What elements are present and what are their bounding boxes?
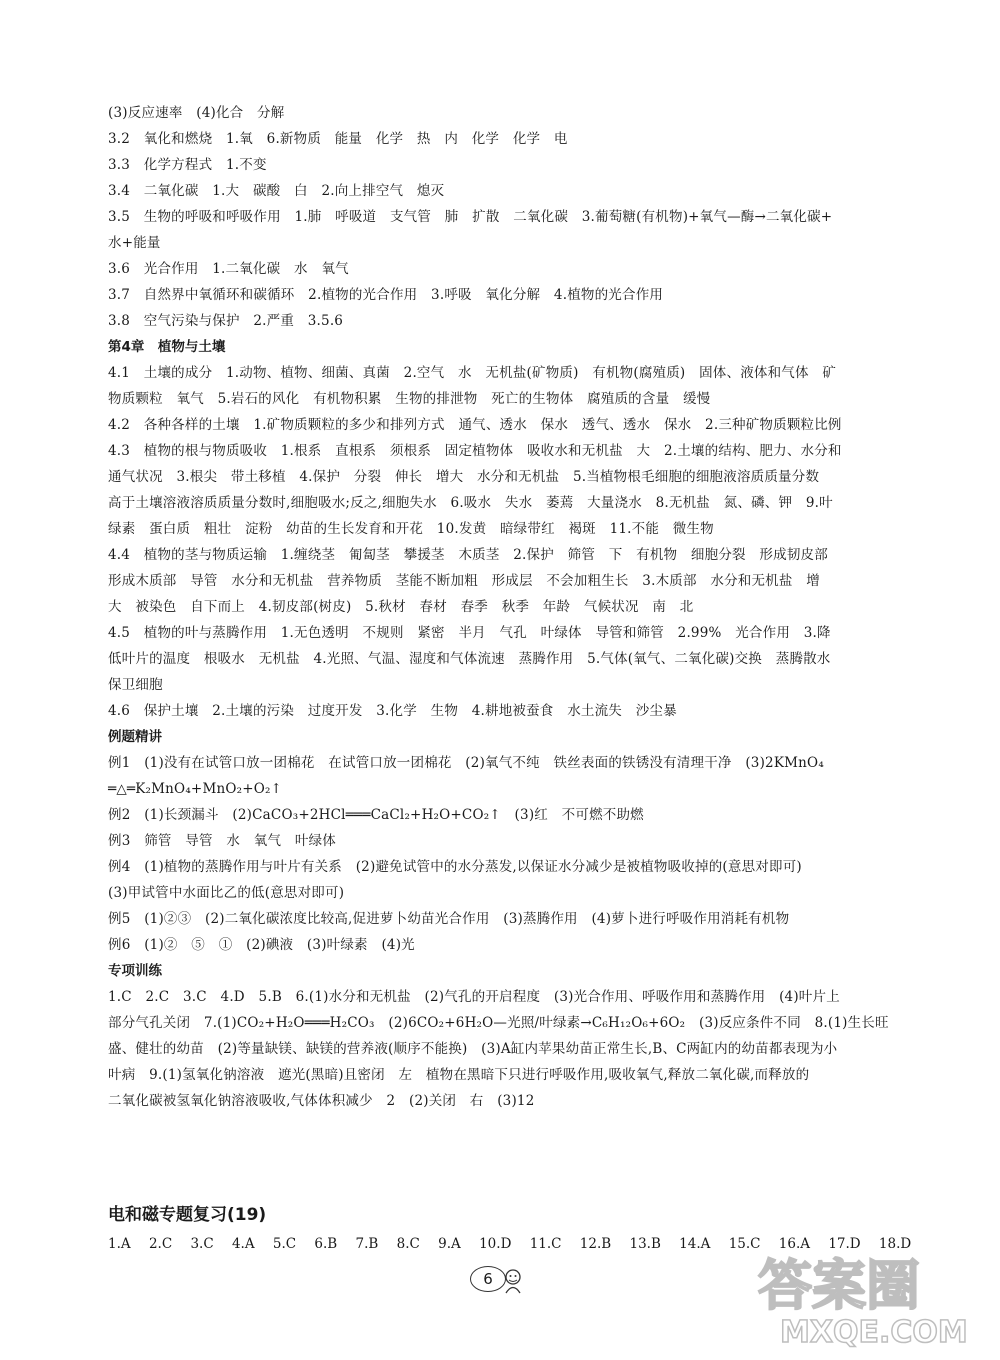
text-line: 二氧化碳被氢氧化钠溶液吸收,气体体积减少 2 (2)关闭 右 (3)12 <box>108 1093 535 1109</box>
answer-item: 2.C <box>148 1236 173 1252</box>
answer-item: 12.B <box>579 1236 612 1252</box>
page-number: 6 <box>470 1266 506 1292</box>
text-line: 1.C 2.C 3.C 4.D 5.B 6.(1)水分和无机盐 (2)气孔的开启程度 (3)光合作用、呼吸作用和蒸腾作用 (4)叶片上 <box>108 989 840 1005</box>
text-line: 高于土壤溶液溶质质量分数时,细胞吸水;反之,细胞失水 6.吸水 失水 萎蔫 大量浇水 8.无机盐 氮、磷、钾 9.叶 <box>108 495 833 511</box>
text-line: 4.2 各种各样的土壤 1.矿物质颗粒的多少和排列方式 通气、透水 保水 透气、透水 保水 2.三种矿物质颗粒比例 <box>108 417 842 433</box>
section-title: 电和磁专题复习(19) <box>108 1205 267 1225</box>
mascot-icon <box>500 1268 526 1294</box>
text-line: 低叶片的温度 根吸水 无机盐 4.光照、气温、湿度和气体流速 蒸腾作用 5.气体(氧气、二氧化碳)交换 蒸腾散水 <box>108 651 831 667</box>
text-line: 3.7 自然界中氧循环和碳循环 2.植物的光合作用 3.呼吸 氧化分解 4.植物的光合作用 <box>108 287 664 303</box>
answer-item: 5.C <box>272 1236 297 1252</box>
text-line: 4.5 植物的叶与蒸腾作用 1.无色透明 不规则 紧密 半月 气孔 叶绿体 导管和筛管 2.99% 光合作用 3.降 <box>108 625 831 641</box>
answer-item: 7.B <box>355 1236 379 1252</box>
text-line: 例6 (1)② ⑤ ① (2)碘液 (3)叶绿素 (4)光 <box>108 937 415 953</box>
text-line: 3.8 空气污染与保护 2.严重 3.5.6 <box>108 313 344 329</box>
text-line: 物质颗粒 氧气 5.岩石的风化 有机物积累 生物的排泄物 死亡的生物体 腐殖质的含量 缓慢 <box>108 391 711 407</box>
text-line: 3.3 化学方程式 1.不变 <box>108 157 267 173</box>
answer-item: 13.B <box>629 1236 661 1252</box>
text-line: ═△═K₂MnO₄+MnO₂+O₂↑ <box>108 781 283 797</box>
text-line: 3.4 二氧化碳 1.大 碳酸 白 2.向上排空气 熄灭 <box>108 183 445 199</box>
text-line: (3)甲试管中水面比乙的低(意思对即可) <box>108 885 345 901</box>
text-line: 部分气孔关闭 7.(1)CO₂+H₂O═══H₂CO₃ (2)6CO₂+6H₂O—光照/叶绿素→C₆H₁₂O₆+6O₂ (3)反应条件不同 8.(1)生长旺 <box>108 1015 889 1031</box>
answer-item: 11.C <box>529 1236 562 1252</box>
text-line: 4.1 土壤的成分 1.动物、植物、细菌、真菌 2.空气 水 无机盐(矿物质) 有机物(腐殖质) 固体、液体和气体 矿 <box>108 365 837 381</box>
page-number-badge <box>470 1262 530 1296</box>
text-line: 通气状况 3.根尖 带土移植 4.保护 分裂 伸长 增大 水分和无机盐 5.当植物根毛细胞的细胞液溶质质量分数 <box>108 469 820 485</box>
text-line: 例1 (1)没有在试管口放一团棉花 在试管口放一团棉花 (2)氧气不纯 铁丝表面的铁锈没有清理干净 (3)2KMnO₄ <box>108 755 824 771</box>
answer-item: 15.C <box>728 1236 761 1252</box>
answer-item: 14.A <box>679 1236 711 1252</box>
text-line: 3.6 光合作用 1.二氧化碳 水 氧气 <box>108 261 349 277</box>
answer-item: 17.D <box>828 1236 861 1252</box>
answer-item: 3.C <box>190 1236 214 1252</box>
text-line: 例3 筛管 导管 水 氧气 叶绿体 <box>108 833 336 849</box>
chapter-heading: 第4章 植物与土壤 <box>108 339 226 355</box>
answer-item: 1.A <box>108 1236 131 1252</box>
answer-item: 16.A <box>778 1236 811 1252</box>
text-line: 4.3 植物的根与物质吸收 1.根系 直根系 须根系 固定植物体 吸收水和无机盐 大 2.土壤的结构、肥力、水分和 <box>108 443 842 459</box>
text-line: 例2 (1)长颈漏斗 (2)CaCO₃+2HCl═══CaCl₂+H₂O+CO₂↑ (3)红 不可燃不助燃 <box>108 807 644 823</box>
text-line: (3)反应速率 (4)化合 分解 <box>108 105 285 121</box>
watermark-top: 答案圈 <box>758 1254 920 1317</box>
text-line: 4.4 植物的茎与物质运输 1.缠绕茎 匍匐茎 攀援茎 木质茎 2.保护 筛管 下 有机物 细胞分裂 形成韧皮部 <box>108 547 828 563</box>
text-line: 例5 (1)②③ (2)二氧化碳浓度比较高,促进萝卜幼苗光合作用 (3)蒸腾作用 (4)萝卜进行呼吸作用消耗有机物 <box>108 911 790 927</box>
text-line: 保卫细胞 <box>108 677 163 693</box>
text-line: 形成木质部 导管 水分和无机盐 营养物质 茎能不断加粗 形成层 不会加粗生长 3.木质部 水分和无机盐 增 <box>108 573 820 589</box>
section-heading-examples: 例题精讲 <box>108 729 162 745</box>
text-line: 绿素 蛋白质 粗壮 淀粉 幼苗的生长发育和开花 10.发黄 暗绿带红 褐斑 11.不能 微生物 <box>108 521 714 537</box>
answer-item: 9.A <box>438 1236 461 1252</box>
answer-item: 10.D <box>479 1236 512 1252</box>
text-line: 3.2 氧化和燃烧 1.氧 6.新物质 能量 化学 热 内 化学 化学 电 <box>108 131 568 147</box>
text-line: 叶病 9.(1)氢氧化钠溶液 遮光(黑暗)且密闭 左 植物在黑暗下只进行呼吸作用,吸收氧气,释放二氧化碳,而释放的 <box>108 1067 810 1083</box>
text-line: 水+能量 <box>108 235 161 251</box>
text-line: 盛、健壮的幼苗 (2)等量缺镁、缺镁的营养液(顺序不能换) (3)A缸内苹果幼苗正常生长,B、C两缸内的幼苗都表现为小 <box>108 1041 838 1057</box>
watermark-logo <box>740 1242 990 1352</box>
section-heading-training: 专项训练 <box>108 963 162 979</box>
text-line: 4.6 保护土壤 2.土壤的污染 过度开发 3.化学 生物 4.耕地被蚕食 水土流失 沙尘暴 <box>108 703 677 719</box>
text-line: 3.5 生物的呼吸和呼吸作用 1.肺 呼吸道 支气管 肺 扩散 二氧化碳 3.葡萄糖(有机物)+氧气—酶→二氧化碳+ <box>108 209 833 225</box>
answer-item: 6.B <box>314 1236 338 1252</box>
text-line: 大 被染色 自下而上 4.韧皮部(树皮) 5.秋材 春材 春季 秋季 年龄 气候状况 南 北 <box>108 599 694 615</box>
answer-key-body <box>108 100 898 1114</box>
answer-item: 18.D <box>878 1236 912 1252</box>
answer-item: 8.C <box>396 1236 420 1252</box>
text-line: 例4 (1)植物的蒸腾作用与叶片有关系 (2)避免试管中的水分蒸发,以保证水分减少是被植物吸收掉的(意思对即可) <box>108 859 802 875</box>
watermark-icon <box>740 1242 990 1352</box>
watermark-bottom: MXQE.COM <box>780 1315 968 1350</box>
answer-item: 4.A <box>231 1236 255 1252</box>
